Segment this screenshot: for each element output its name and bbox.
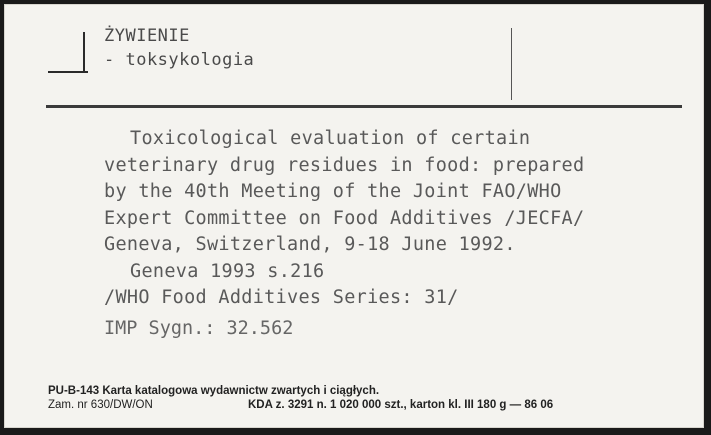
catalog-card bbox=[4, 4, 704, 428]
subject-sub: - toksykologia bbox=[104, 50, 255, 70]
card-footer bbox=[48, 384, 553, 412]
footer-form-title: PU-B-143 Karta katalogowa wydawnictw zwartych i ciągłych. bbox=[48, 385, 380, 397]
bracket-vertical-mark bbox=[83, 32, 85, 72]
bracket-horizontal-mark bbox=[48, 71, 88, 73]
vertical-rule bbox=[511, 28, 512, 100]
series-line: /WHO Food Additives Series: 31/ bbox=[104, 287, 459, 308]
bibliographic-description bbox=[104, 126, 584, 312]
title-line: by the 40th Meeting of the Joint FAO/WHO bbox=[104, 181, 562, 202]
title-line: Expert Committee on Food Additives /JECFA/ bbox=[104, 207, 585, 229]
call-number: IMP Sygn.: 32.562 bbox=[104, 318, 294, 339]
title-line: Geneva, Switzerland, 9-18 June 1992. bbox=[104, 234, 516, 255]
footer-order-number: Zam. nr 630/DW/ON bbox=[48, 399, 153, 411]
subject-main: ŻYWIENIE bbox=[104, 26, 190, 46]
title-line: veterinary drug residues in food: prepared bbox=[104, 154, 585, 176]
horizontal-rule bbox=[46, 105, 682, 108]
footer-print-line bbox=[48, 398, 553, 412]
subject-heading bbox=[104, 24, 254, 72]
imprint-line: Geneva 1993 s.216 bbox=[130, 260, 325, 282]
title-line: Toxicological evaluation of certain bbox=[130, 128, 531, 149]
footer-print-info: KDA z. 3291 n. 1 020 000 szt., karton kl. III 180 g — 86 06 bbox=[248, 399, 554, 411]
